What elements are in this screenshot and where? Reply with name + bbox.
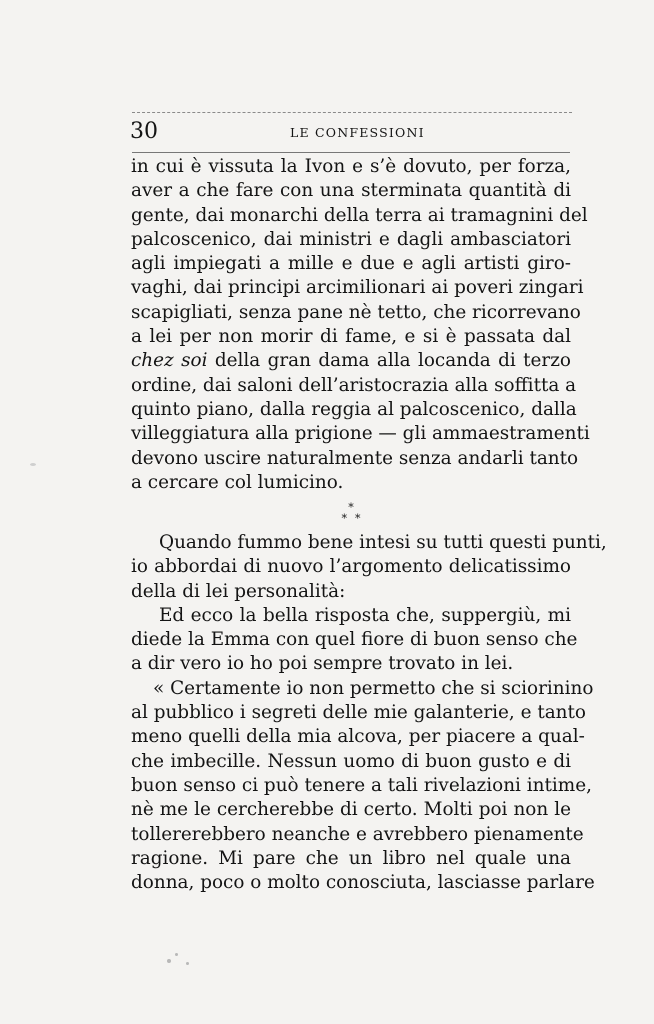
text-line: « Certamente io non permetto che si sciorinino <box>153 677 594 699</box>
text-line: della di lei personalità: <box>131 580 346 602</box>
text-line: palcoscenico, dai ministri e dagli ambasciatori <box>131 228 571 250</box>
text-line: a dir vero io ho poi sempre trovato in lei. <box>131 653 514 675</box>
text-line: tollererebbero neanche e avrebbero pienamente <box>131 823 584 845</box>
text-line-rest: della gran dama alla locanda di terzo <box>207 350 571 372</box>
text-line: devono uscire naturalmente senza andarli tanto <box>131 447 579 469</box>
text-line-italic <box>131 349 571 373</box>
text-line: a lei per non morir di fame, e si è passata dal <box>131 326 571 348</box>
text-line: ordine, dai saloni dell’aristocrazia alla soffitta a <box>131 374 577 396</box>
header-rule <box>132 152 570 153</box>
text-line: io abbordai di nuovo l’argomento delicatissimo <box>131 556 571 578</box>
paper-speck <box>167 959 171 963</box>
text-line: donna, poco o molto conosciuta, lasciasse parlare <box>131 872 595 894</box>
separator-star-top: * <box>348 501 354 514</box>
body-text-bottom <box>131 531 607 895</box>
text-line: che imbecille. Nessun uomo di buon gusto e di <box>131 750 571 772</box>
text-line: a cercare col lumicino. <box>131 471 344 493</box>
italic-phrase: chez soi <box>131 350 208 372</box>
page-header <box>130 116 570 146</box>
text-line: quinto piano, dalla reggia al palcoscenico, dalla <box>131 398 577 420</box>
text-line: diede la Emma con quel fiore di buon senso che <box>131 629 578 651</box>
text-line: Ed ecco la bella risposta che, suppergiù, mi <box>159 604 571 626</box>
text-line: al pubblico i segreti delle mie galanterie, e tanto <box>131 702 586 724</box>
paper-speck <box>30 463 36 466</box>
paper-speck <box>175 953 178 956</box>
text-line: aver a che fare con una sterminata quantità di <box>131 180 571 202</box>
text-line: villeggiatura alla prigione — gli ammaestramenti <box>131 423 590 445</box>
paper-speck <box>186 962 189 965</box>
text-line: meno quelli della mia alcova, per piacere a qual- <box>131 726 585 748</box>
text-line: agli impiegati a mille e due e agli artisti giro- <box>131 253 571 275</box>
text-line: ragione. Mi pare che un libro nel quale una <box>131 847 571 869</box>
text-line: gente, dai monarchi della terra ai tramagnini del <box>131 204 588 226</box>
body-text-top <box>131 155 590 495</box>
text-line: buon senso ci può tenere a tali rivelazioni intime, <box>131 774 592 796</box>
text-line: vaghi, dai principi arcimilionari ai poveri zingari <box>131 277 584 299</box>
text-line: in cui è vissuta la Ivon e s’è dovuto, per forza, <box>131 156 571 177</box>
separator-stars-bottom: ** <box>341 512 369 525</box>
text-line: scapigliati, senza pane nè tetto, che ricorrevano <box>131 301 581 323</box>
page-number: 30 <box>130 119 158 144</box>
text-line: nè me le cercherebbe di certo. Molti poi non le <box>131 799 571 821</box>
text-line: Quando fummo bene intesi su tutti questi punti, <box>159 532 607 553</box>
top-dotted-rule <box>132 112 572 113</box>
running-title: LE CONFESSIONI <box>290 125 425 140</box>
